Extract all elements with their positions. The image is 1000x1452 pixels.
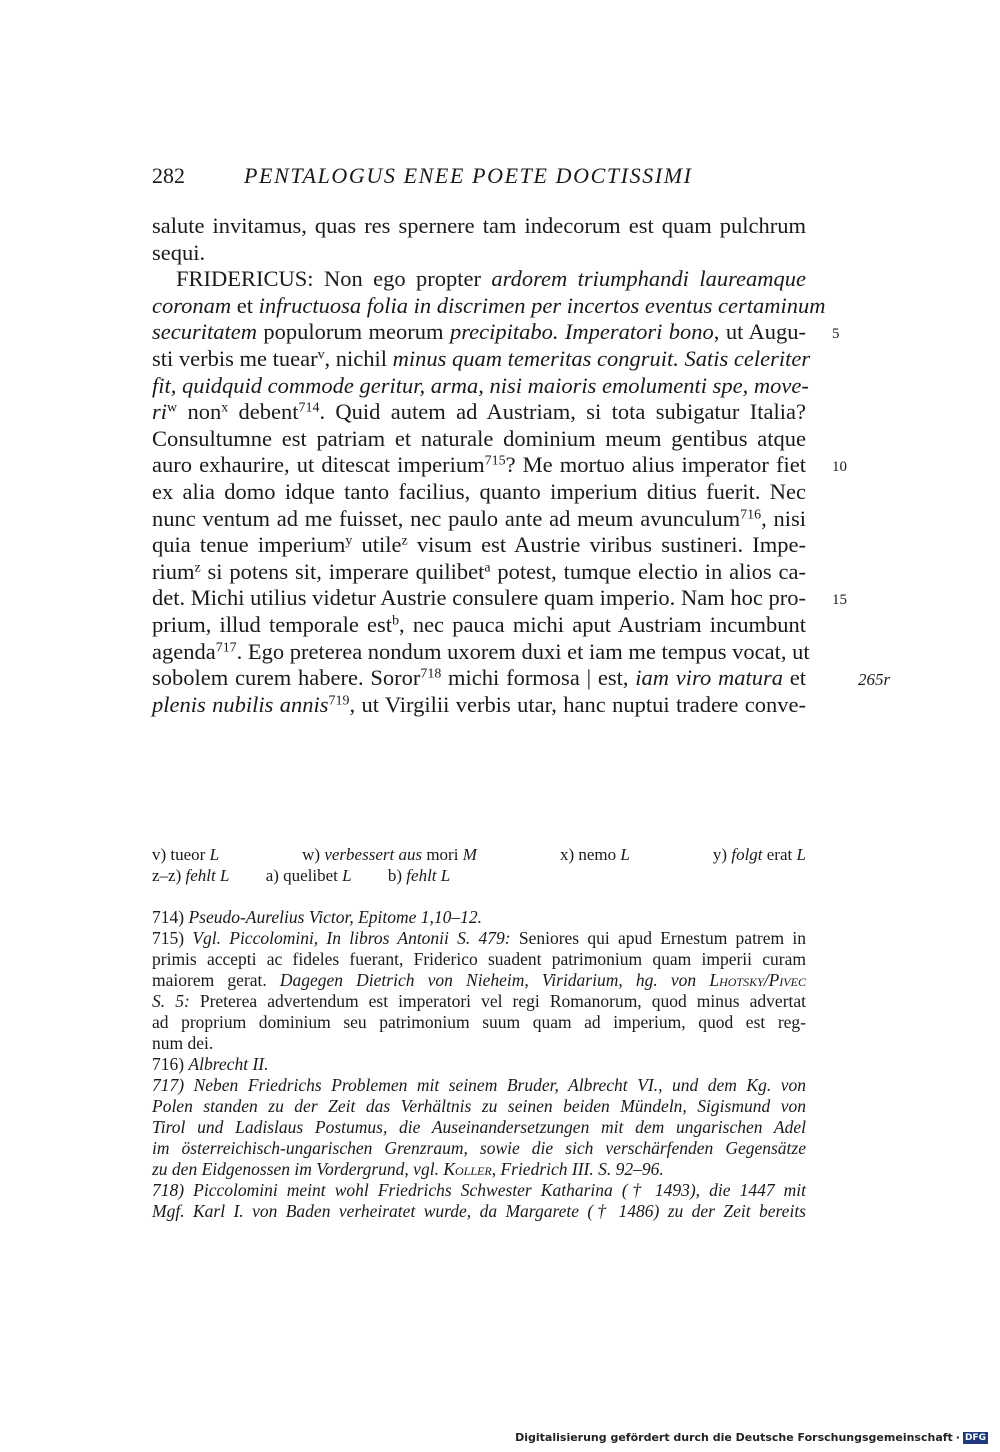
main-line-9: Consultumne est patriam et naturale dominium meum gentibus atque (152, 425, 806, 451)
footnote-717-line-4: im österreichisch-ungarischen Grenzraum, sowie die sich verschärfenden Gegensätze (152, 1138, 806, 1158)
variant-x: x) nemo L (559, 845, 630, 864)
variant-b: b) fehlt L (387, 866, 451, 885)
variant-a: a) quelibet L (265, 866, 352, 885)
footnote-715-line-6: num dei. (152, 1033, 214, 1053)
footnote-715-line-2: primis accepti ac fideles fuerant, Friderico suadent patrimonium quam imperii curam (152, 949, 806, 969)
folio-marker: 265r (858, 670, 891, 689)
variants-row-2 (152, 865, 482, 887)
main-line-17: agenda$^{717}$. Ego preterea nondum uxorem duxi et iam me tempus vocat, ut (152, 638, 810, 664)
main-line-2: sequi. (152, 239, 206, 265)
footnote-715-line-4: S. 5: Preterea advertendum est imperatori vel regi Romanorum, quod minus advertat (152, 991, 807, 1011)
footnote-715-line-3: maiorem gerat. Dagegen Dietrich von Nieheim, Viridarium, hg. von Lhotsky/Pivec (152, 970, 806, 990)
footnote-718-line-1: 718) Piccolomini meint wohl Friedrichs Schwester Katharina († 1493), die 1447 mit (152, 1180, 806, 1200)
main-line-19: plenis nubilis annis$^{719}$, ut Virgilii verbis utar, hanc nuptui tradere conve- (152, 691, 807, 717)
main-line-7: fit, quidquid commode geritur, arma, nisi maioris emolumenti spe, move- (152, 372, 809, 398)
footnote-717-line-1: 717) Neben Friedrichs Problemen mit seinem Bruder, Albrecht VI., und dem Kg. von (152, 1075, 806, 1095)
main-line-6: sti verbis me tuear$^v$, nichil minus quam temeritas congruit. Satis celeriter (152, 346, 811, 371)
main-line-1: salute invitamus, quas res spernere tam indecorum est quam pulchrum (152, 213, 806, 238)
main-line-11: ex alia domo idque tanto facilius, quanto imperium ditius fuerit. Nec (152, 479, 806, 504)
footnote-714: 714) Pseudo-Aurelius Victor, Epitome 1,10–12. (152, 907, 483, 927)
variant-v: v) tueor L (152, 845, 220, 864)
line-number-5: 5 (832, 326, 840, 342)
dfg-credit-text: Digitalisierung gefördert durch die Deutsche Forschungsgemeinschaft (515, 1431, 953, 1444)
main-line-15: det. Michi utilius videtur Austrie consulere quam imperio. Nam hoc pro- (152, 585, 806, 611)
main-line-18: sobolem curem habere. Soror$^{718}$ michi formosa | est, iam viro matura et (152, 665, 806, 691)
running-title: PENTALOGUS ENEE POETE DOCTISSIMI (244, 163, 693, 188)
line-number-15: 15 (832, 592, 847, 608)
variants-row-1 (152, 844, 806, 866)
footnote-715-line-5: ad proprium dominium seu patrimonium suum quam ad imperium, quod est reg- (152, 1012, 806, 1032)
main-line-16: prium, illud temporale est$^b$, nec pauca michi aput Austriam incumbunt (152, 612, 807, 637)
footnote-717-line-3: Tirol und Ladislaus Postumus, die Auseinandersetzungen mit dem ungarischen Adel (152, 1117, 806, 1137)
variant-w: w) verbessert aus mori M (302, 845, 477, 864)
main-line-4: coronam et infructuosa folia in discrimen per incertos eventus certaminum (152, 292, 826, 318)
main-line-10: auro exhaurire, ut ditescat imperium$^{715}$? Me mortuo alius imperator fiet (152, 452, 806, 478)
footnote-717-line-5: zu den Eidgenossen im Vordergrund, vgl. Koller, Friedrich III. S. 92–96. (152, 1159, 664, 1179)
variant-y: y) folgt erat L (712, 845, 806, 864)
footnote-715-line-1: 715) Vgl. Piccolomini, In libros Antonii S. 479: Seniores qui apud Ernestum patrem in (152, 928, 806, 948)
variant-z: z–z) fehlt L (152, 866, 230, 885)
page-number: 282 (152, 163, 185, 188)
dfg-logo: DFG (964, 1432, 986, 1443)
main-line-5: securitatem populorum meorum precipitabo. Imperatori bono, ut Augu- (152, 319, 806, 345)
main-line-8: $ri^w$ non$^x$ debent$^{714}$. Quid autem ad Austriam, si tota subigatur Italia? (152, 399, 806, 425)
footnote-718-line-2: Mgf. Karl I. von Baden verheiratet wurde, da Margarete († 1486) zu der Zeit bereits (152, 1201, 806, 1221)
dfg-credit: Digitalisierung gefördert durch die Deutsche Forschungsgemeinschaft · DFG (515, 1431, 986, 1444)
line-number-10: 10 (832, 459, 847, 475)
main-line-13: quia tenue imperium$^y$ utile$^z$ visum est Austrie viribus sustineri. Impe- (152, 532, 807, 558)
main-line-3: FRIDERICUS: Non ego propter ardorem triumphandi laureamque (176, 266, 806, 292)
main-line-12: nunc ventum ad me fuisset, nec paulo ante ad meum avunculum$^{716}$, nisi (152, 505, 806, 531)
footnote-717-line-2: Polen standen zu der Zeit das Verhältnis zu seinen beiden Mündeln, Sigismund von (152, 1096, 806, 1116)
footnote-716: 716) Albrecht II. (152, 1054, 269, 1074)
main-line-14: rium$^z$ si potens sit, imperare quilibet$^a$ potest, tumque electio in alios ca- (152, 558, 806, 584)
